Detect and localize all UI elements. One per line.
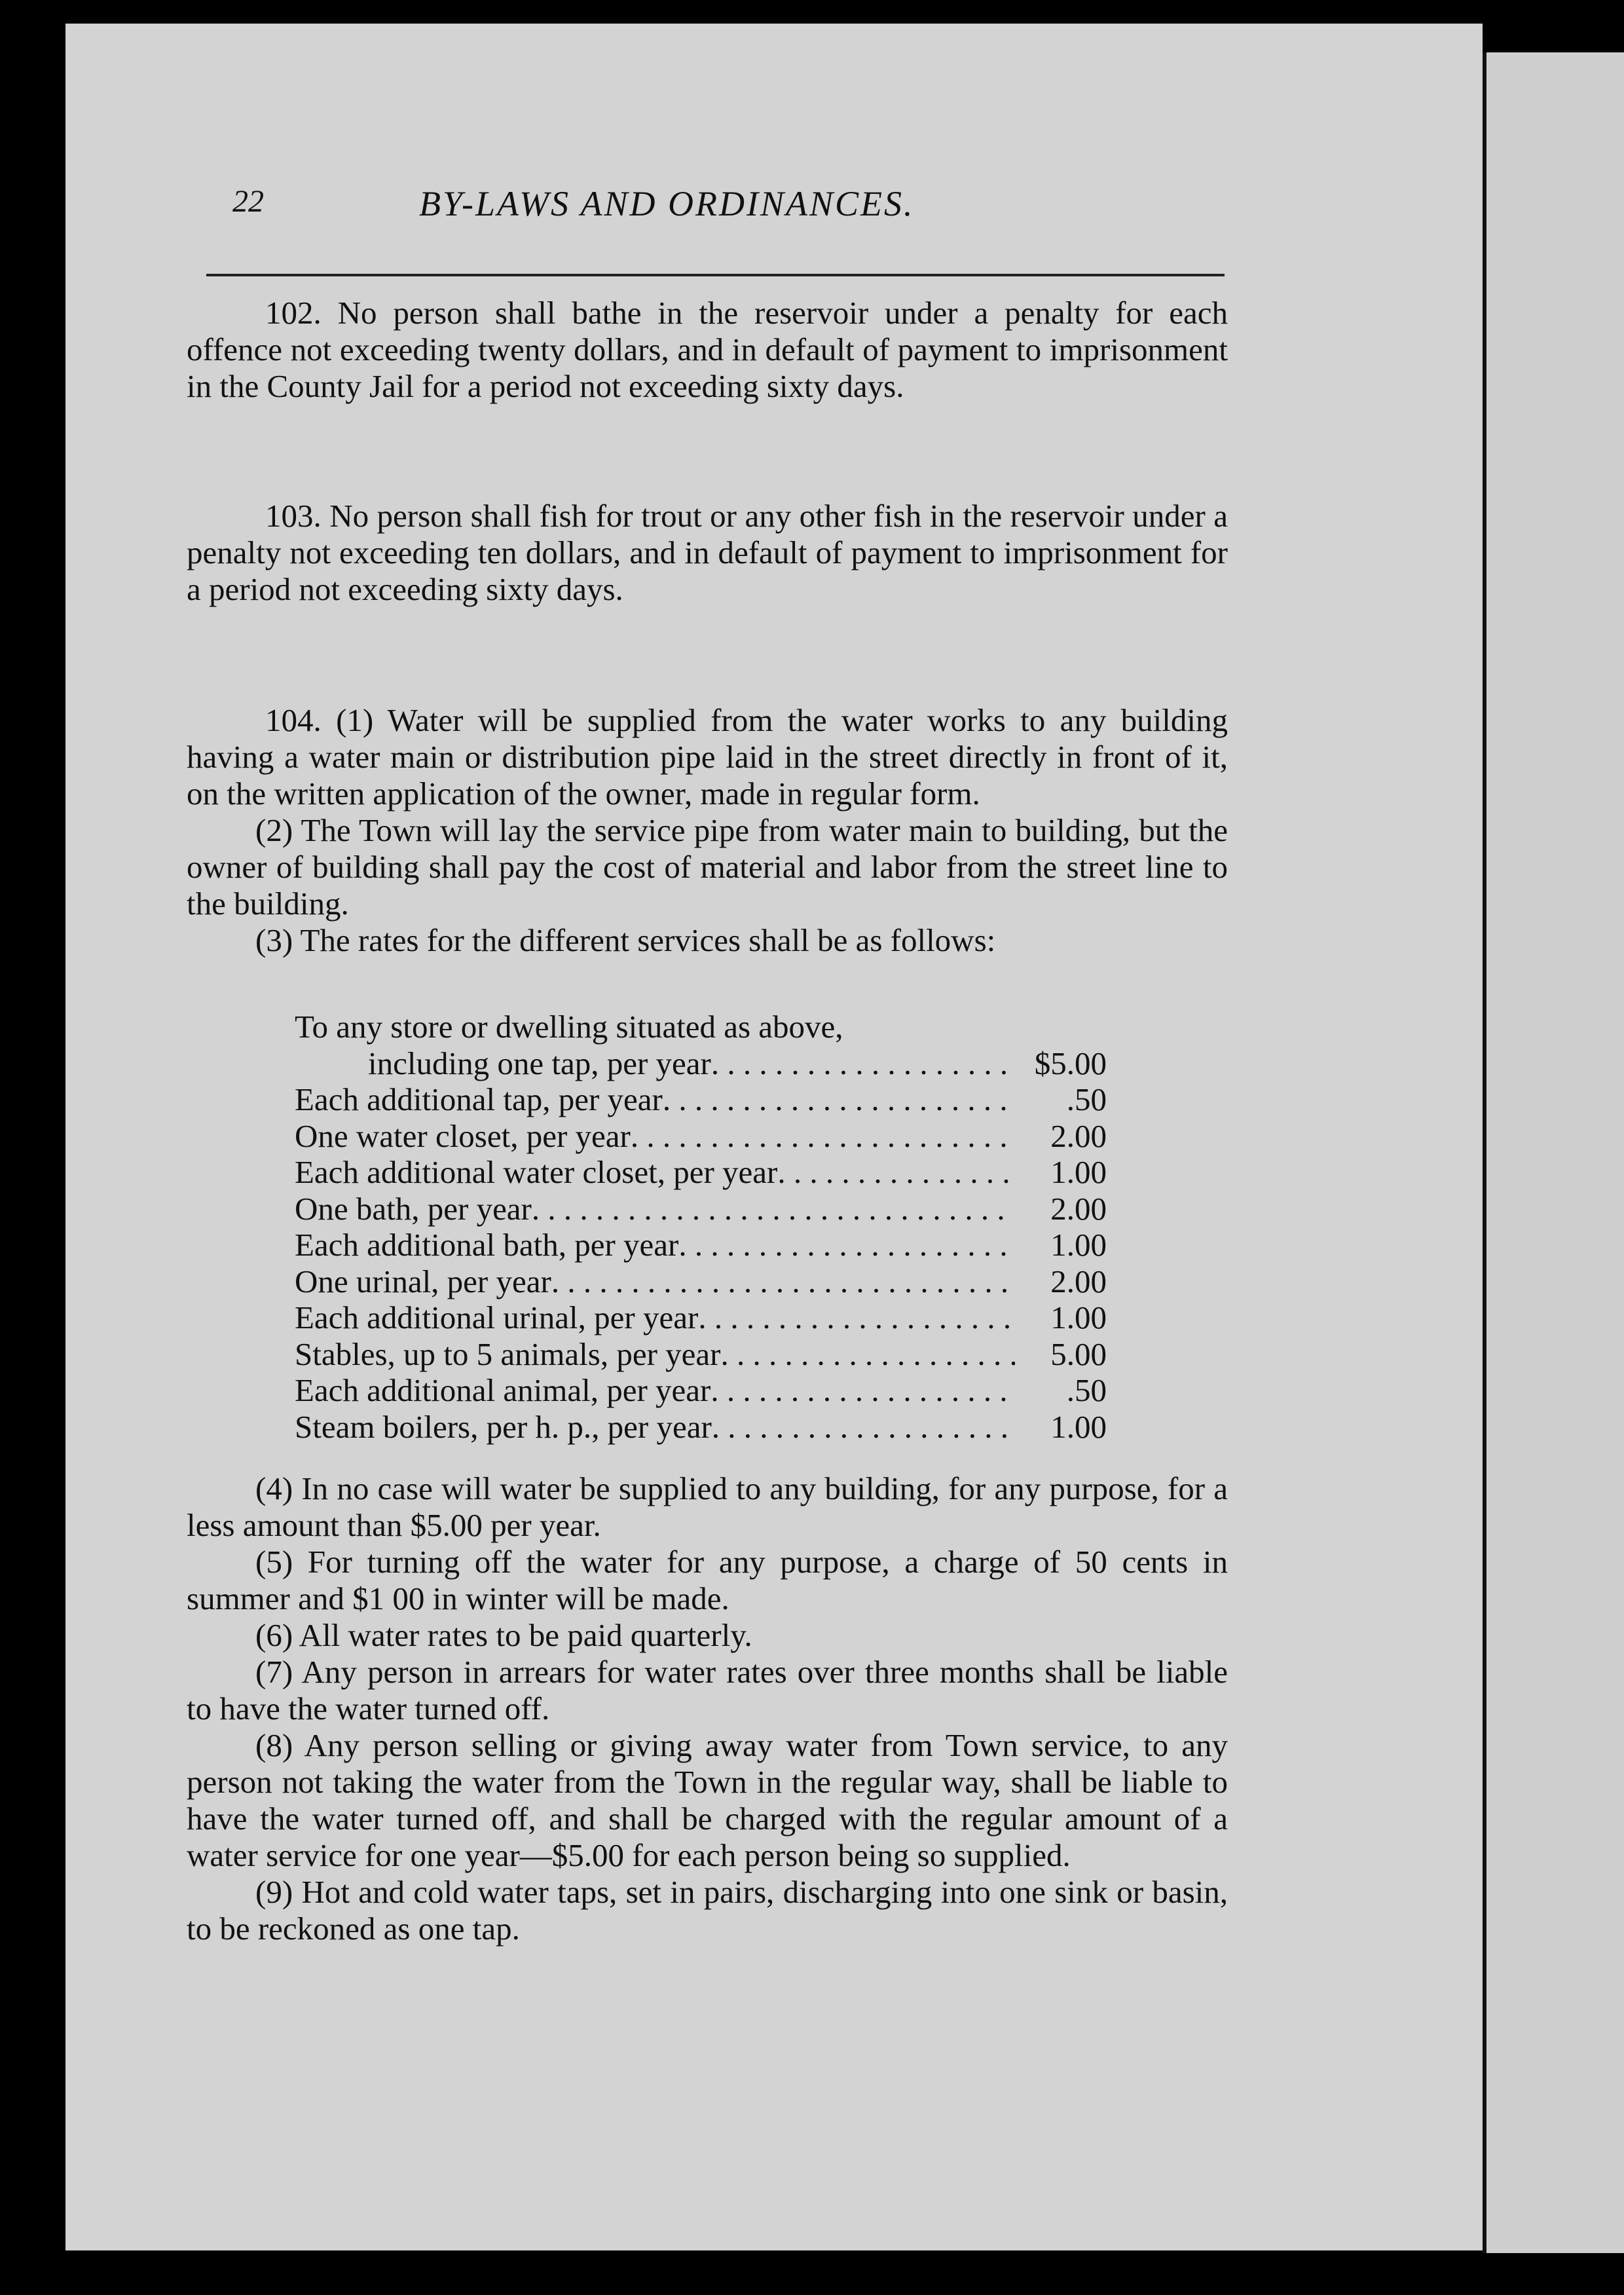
rate-amount: 2.00 [1050,1190,1107,1227]
section-102 [187,295,1228,405]
rate-label: One bath, per year [295,1190,532,1227]
leader-dots [712,1409,1015,1446]
rate-label: Each additional animal, per year [295,1372,711,1408]
rate-label: Each additional water closet, per year [295,1154,778,1190]
rate-row [295,1299,1107,1336]
section-104-clause-1: 104. (1) Water will be supplied from the water works to any building having a water main or distribution pipe laid in the street directly in front of it, on the written application of the owner, made in regular form. [187,702,1228,812]
rate-label: One urinal, per year [295,1263,551,1299]
rate-amount: 1.00 [1050,1408,1107,1445]
section-104 [187,702,1228,959]
clause-7: (7) Any person in arrears for water rates over three months shall be liable to have the water turned off. [187,1654,1228,1726]
rate-row [295,1372,1107,1409]
leader-dots [710,1372,1015,1409]
section-104-clause-3: (3) The rates for the different services shall be as follows: [255,922,996,958]
rate-items [295,1081,1107,1445]
clause-4: (4) In no case will water be supplied to any building, for any purpose, for a less amount than $5.00 per year. [187,1470,1228,1543]
rate-label: One water closet, per year [295,1117,631,1154]
page-number: 22 [232,184,264,219]
rate-row [295,1045,1107,1082]
rate-row [295,1154,1107,1191]
rate-label: Steam boilers, per h. p., per year [295,1408,712,1445]
rate-amount: 1.00 [1050,1154,1107,1190]
rate-amount: 1.00 [1050,1299,1107,1335]
rate-row [295,1409,1107,1446]
rate-amount: .50 [1066,1081,1107,1117]
rate-label: Each additional tap, per year [295,1081,663,1117]
rate-label: including one tap, per year [368,1045,711,1081]
leader-dots [532,1191,1015,1227]
clause-9: (9) Hot and cold water taps, set in pairs, discharging into one sink or basin, to be reckoned as one tap. [187,1874,1228,1947]
leader-dots [711,1045,1015,1082]
rate-amount: $5.00 [1034,1045,1107,1081]
rate-label: Each additional bath, per year [295,1227,679,1263]
rate-amount: 5.00 [1050,1335,1107,1372]
clause-5: (5) For turning off the water for any purpose, a charge of 50 cents in summer and $1 00 in winter will be made. [187,1544,1228,1616]
rate-row [295,1081,1107,1118]
section-102-text: 102. No person shall bathe in the reservoir under a penalty for each offence not exceeding twenty dollars, and in default of payment to imprisonment in the County Jail for a period not exceeding sixty days. [187,295,1228,404]
leader-dots [777,1154,1015,1191]
rate-row [295,1336,1107,1373]
rate-row [295,1118,1107,1155]
leader-dots [551,1263,1015,1300]
rate-row [295,1191,1107,1227]
leader-dots [698,1299,1015,1336]
clause-6: (6) All water rates to be paid quarterly. [255,1617,752,1653]
rate-label: Each additional urinal, per year [295,1299,699,1335]
rate-row [295,1263,1107,1300]
rate-amount: 2.00 [1050,1263,1107,1299]
header-rule [206,274,1225,276]
rate-amount: .50 [1066,1372,1107,1408]
adjacent-page-edge [1483,52,1624,2253]
clause-8: (8) Any person selling or giving away water from Town service, to any person not taking the water from the Town in the regular way, shall be liable to have the water turned off, and shall be charged with the regular amount of a water service for one year—$5.00 for each person being so supplied. [187,1727,1228,1873]
page-title: BY-LAWS AND ORDINANCES. [419,184,915,223]
rate-intro-line: To any store or dwelling situated as above, [295,1009,843,1045]
section-104-continued [187,1470,1228,1947]
rates-table [295,1009,1107,1445]
section-103 [187,498,1228,608]
leader-dots [720,1336,1015,1373]
section-103-text: 103. No person shall fish for trout or any other fish in the reservoir under a penalty not exceeding ten dollars, and in default of payment to imprisonment for a period not exceeding sixty days. [187,498,1228,607]
section-104-clause-2: (2) The Town will lay the service pipe from water main to building, but the owner of building shall pay the cost of material and labor from the street line to the building. [187,812,1228,922]
rate-label: Stables, up to 5 animals, per year [295,1335,721,1372]
leader-dots [631,1118,1015,1155]
leader-dots [663,1081,1015,1118]
rate-amount: 2.00 [1050,1117,1107,1154]
rate-row [295,1227,1107,1263]
rate-amount: 1.00 [1050,1227,1107,1263]
leader-dots [678,1227,1015,1263]
